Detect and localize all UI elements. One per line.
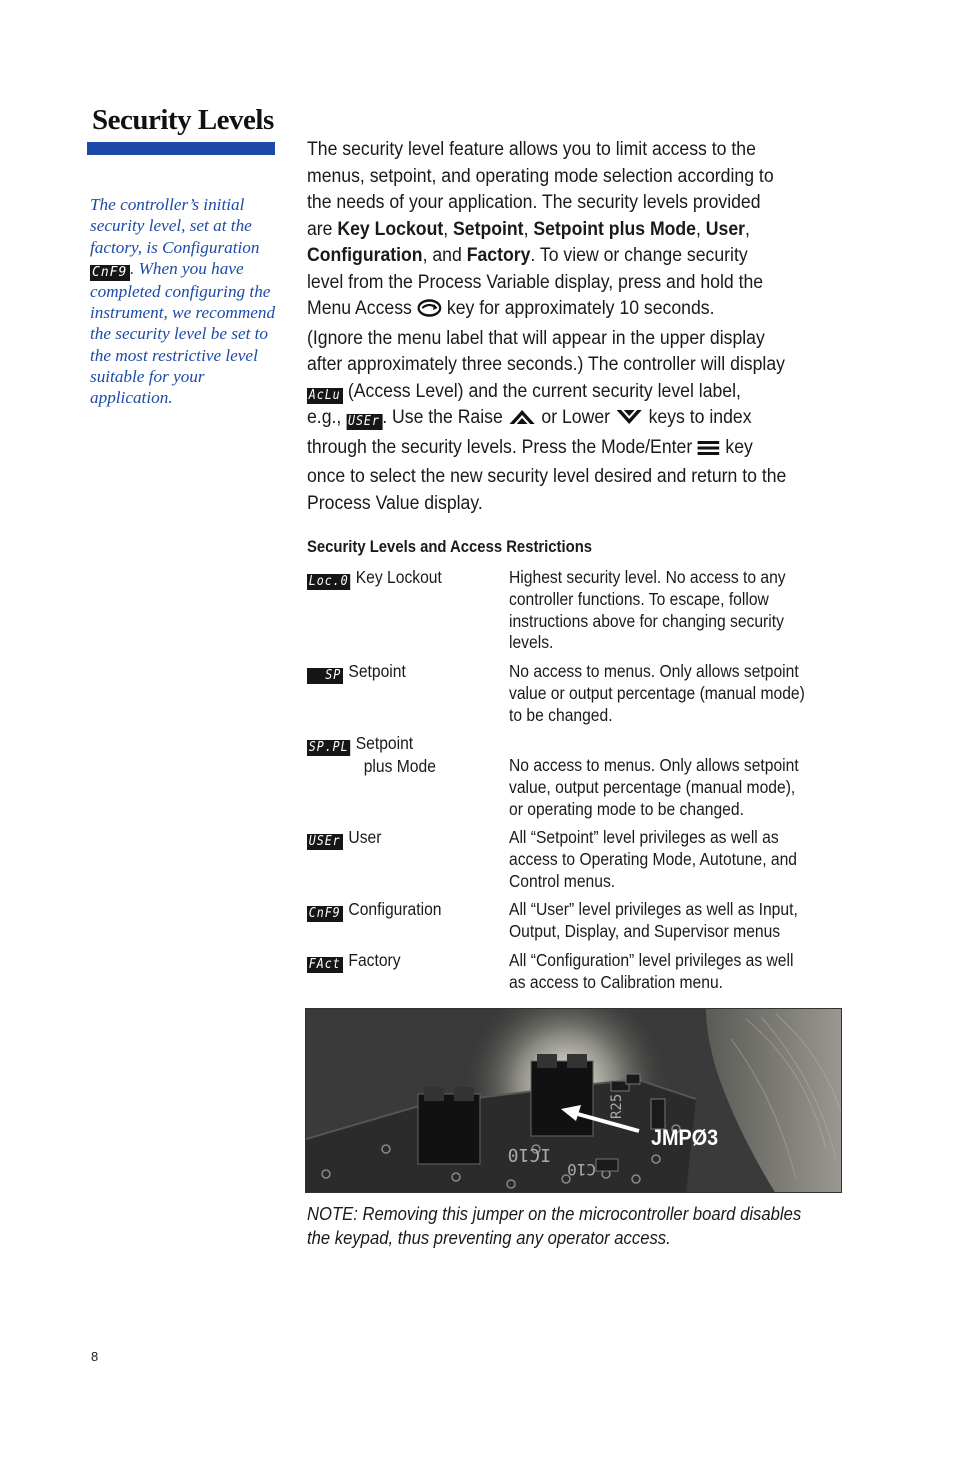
lcd-user-label: USEr (346, 414, 382, 430)
intro-text: are (307, 217, 338, 240)
intro-text: keys to index (643, 406, 752, 428)
intro-text: through the security levels. Press the Mode/Enter (307, 435, 698, 458)
lcd-aclu-label: AcLu (307, 388, 343, 404)
desc-line: value or output percentage (manual mode) (509, 682, 805, 703)
intro-paragraph (307, 136, 789, 516)
intro-line: (Ignore the menu label that will appear in the upper display (307, 326, 765, 349)
intro-line: after approximately three seconds.) The controller will display (307, 353, 785, 375)
desc-line: access to Operating Mode, Autotune, and (509, 848, 798, 869)
intro-text: , (745, 217, 750, 240)
intro-text: , (695, 217, 706, 240)
lcd-cnf9-label: CnF9 (307, 906, 343, 922)
title-rule (87, 142, 275, 155)
lcd-fact-label: FAct (307, 957, 343, 973)
desc-line: All “User” level privileges as well as Input, (509, 899, 798, 919)
term-user: User (705, 217, 746, 240)
desc-line: controller functions. To escape, follow (509, 588, 769, 609)
circuit-board-illustration (306, 1009, 842, 1193)
desc-line: No access to menus. Only allows setpoint (509, 755, 799, 775)
intro-line: The security level feature allows you to limit access to the (307, 138, 756, 160)
page-title: Security Levels (92, 104, 274, 136)
intro-text: e.g., (307, 406, 347, 428)
desc-line: No access to menus. Only allows setpoint (509, 661, 799, 681)
intro-text: Menu Access (307, 297, 417, 319)
sidenote (90, 194, 282, 409)
sidenote-text-1: The controller’s initial security level, set at the factory, is Configuration (90, 195, 260, 257)
desc-line: Highest security level. No access to any (509, 567, 786, 587)
sidenote-text-2: . When you have completed configuring the instrument, we recommend the security level be set to the most restrictive level suitable for your application. (90, 258, 276, 408)
intro-text: key (720, 435, 753, 458)
page-number: 8 (91, 1349, 99, 1364)
desc-line: to be changed. (509, 704, 613, 725)
mode-enter-key-icon (697, 437, 720, 464)
intro-text: key for approximately 10 seconds. (441, 297, 715, 319)
note-line: NOTE: Removing this jumper on the microcontroller board disables (307, 1203, 802, 1224)
desc-line: All “Setpoint” level privileges as well as (509, 827, 779, 847)
note (307, 1202, 802, 1250)
desc-line: value, output percentage (manual mode), (509, 776, 796, 797)
board-silkscreen-c10: C10 (567, 1160, 596, 1179)
intro-text: (Access Level) and the current security level label, (343, 379, 741, 402)
lcd-sp-label: SP (307, 668, 343, 684)
lcd-sppl-label: SP.PL (308, 740, 349, 755)
board-silkscreen-r25: R25 (609, 1093, 625, 1119)
desc-line: instructions above for changing security (509, 610, 784, 631)
board-silkscreen-ic10: IC10 (507, 1144, 551, 1165)
lcd-loc0-label: Loc.0 (308, 574, 349, 589)
level-label: Setpoint (348, 661, 406, 681)
level-label: Factory (348, 950, 401, 970)
term-configuration: Configuration (307, 244, 423, 266)
level-label-line-2: plus Mode (363, 756, 436, 776)
intro-text: , (523, 217, 534, 240)
intro-line: once to select the new security level desired and return to the (307, 465, 787, 487)
term-key-lockout: Key Lockout (337, 217, 444, 240)
intro-line: Process Value display. (307, 491, 483, 514)
term-factory: Factory (466, 244, 531, 266)
raise-key-icon (508, 407, 537, 434)
level-description (509, 567, 824, 654)
jumper-label: JMPØ3 (651, 1125, 719, 1150)
desc-line: All “Configuration” level privileges as well (509, 950, 794, 970)
desc-line: as access to Calibration menu. (509, 971, 724, 992)
note-line: the keypad, thus preventing any operator access. (307, 1227, 671, 1248)
desc-line: Output, Display, and Supervisor menus (509, 920, 781, 941)
level-label: Configuration (348, 899, 442, 919)
term-setpoint-plus-mode: Setpoint plus Mode (533, 217, 696, 240)
term-setpoint: Setpoint (453, 217, 524, 240)
intro-line: the needs of your application. The security levels provided (307, 191, 761, 213)
lcd-cnf9-label: CnF9 (90, 265, 130, 281)
lower-key-icon (615, 407, 644, 434)
level-description (509, 899, 824, 943)
desc-line: Control menus. (509, 870, 616, 891)
level-description (509, 950, 824, 994)
level-description (509, 827, 824, 892)
desc-line: levels. (509, 632, 554, 653)
lcd-user-label: USEr (307, 834, 343, 850)
intro-line: level from the Process Variable display, press and hold the (307, 270, 764, 293)
jumper-photo (305, 1008, 842, 1193)
intro-text: , and (422, 244, 467, 266)
intro-text: or Lower (536, 406, 615, 428)
level-label: Key Lockout (355, 567, 442, 587)
level-label: Setpoint (355, 733, 414, 753)
intro-text: . Use the Raise (382, 406, 508, 428)
level-label: User (348, 827, 382, 847)
level-description (509, 661, 824, 726)
menu-access-key-icon (417, 298, 442, 325)
table-heading: Security Levels and Access Restrictions (307, 538, 593, 556)
intro-line: menus, setpoint, and operating mode selection according to (307, 164, 774, 187)
level-description (509, 755, 824, 820)
intro-text: . To view or change security (530, 244, 748, 266)
intro-text: , (443, 217, 454, 240)
desc-line: or operating mode to be changed. (509, 798, 744, 819)
